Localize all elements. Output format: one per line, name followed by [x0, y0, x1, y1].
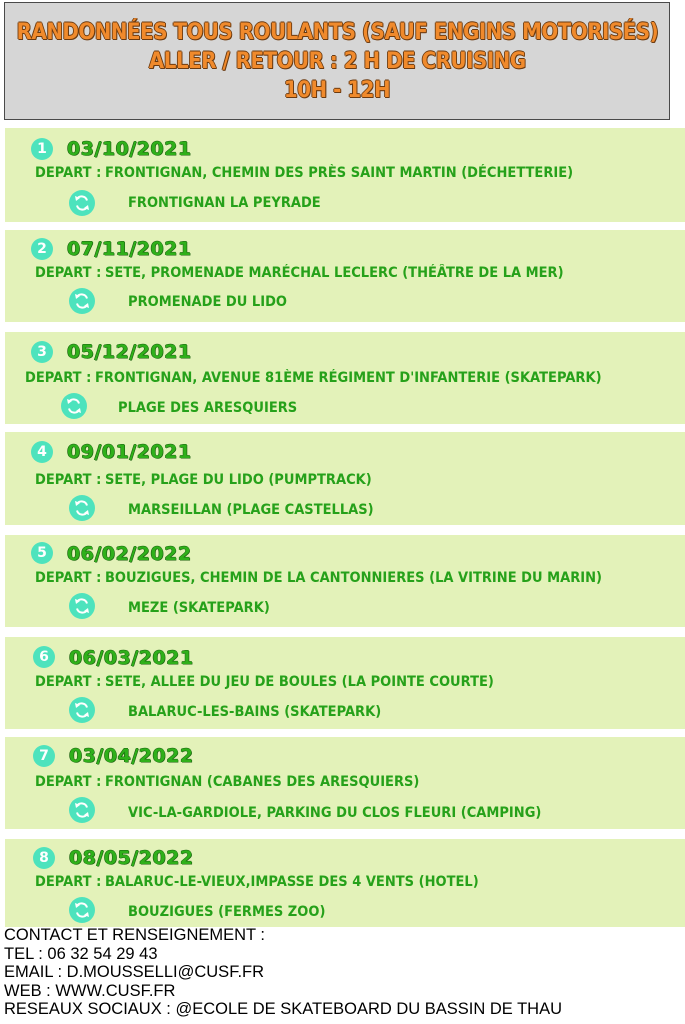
- event-number-badge: 7: [33, 745, 55, 767]
- depart-location: FRONTIGNAN, AVENUE 81ÈME RÉGIMENT D'INFANTERIE (SKATEPARK): [94, 370, 602, 386]
- event-date: 06/02/2022: [67, 543, 192, 565]
- event-date: 03/04/2022: [69, 745, 194, 767]
- depart-label: DEPART :: [35, 265, 102, 281]
- depart-label: DEPART :: [35, 674, 102, 690]
- event-date: 06/03/2021: [69, 647, 194, 669]
- event-destination: PLAGE DES ARESQUIERS: [118, 400, 298, 416]
- loop-arrows-icon: [69, 697, 95, 723]
- depart-location: SETE, ALLEE DU JEU DE BOULES (LA POINTE COURTE): [104, 674, 494, 690]
- event-depart: [35, 570, 602, 586]
- event-depart: [35, 265, 564, 281]
- depart-location: BOUZIGUES, CHEMIN DE LA CANTONNIERES (LA VITRINE DU MARIN): [104, 570, 603, 586]
- loop-arrows-icon: [69, 495, 95, 521]
- title-banner: [4, 2, 670, 120]
- event-number-badge: 8: [33, 847, 55, 869]
- event-depart: [25, 370, 602, 386]
- depart-label: DEPART :: [35, 774, 102, 790]
- contact-title: CONTACT ET RENSEIGNEMENT :: [4, 926, 265, 944]
- depart-label: DEPART :: [35, 570, 102, 586]
- title-line-3: 10H - 12H: [283, 77, 391, 103]
- title-line-2: ALLER / RETOUR : 2 H DE CRUISING: [148, 48, 526, 74]
- depart-label: DEPART :: [35, 874, 102, 890]
- loop-arrows-icon: [69, 190, 95, 216]
- event-date: 05/12/2021: [67, 341, 192, 363]
- loop-arrows-icon: [69, 797, 95, 823]
- event-number-badge: 6: [33, 646, 55, 668]
- event-number-badge: 1: [31, 138, 53, 160]
- event-depart: [35, 774, 419, 790]
- event-number-badge: 2: [31, 238, 53, 260]
- depart-label: DEPART :: [35, 472, 102, 488]
- depart-location: SETE, PLAGE DU LIDO (PUMPTRACK): [104, 472, 372, 488]
- event-card: [5, 637, 685, 729]
- loop-arrows-icon: [69, 897, 95, 923]
- event-destination: MARSEILLAN (PLAGE CASTELLAS): [128, 502, 374, 518]
- contact-email: EMAIL : D.MOUSSELLI@CUSF.FR: [4, 963, 265, 981]
- event-date: 09/01/2021: [67, 441, 192, 463]
- event-date: 07/11/2021: [67, 238, 192, 260]
- event-card: [5, 839, 685, 927]
- event-card: [5, 535, 685, 627]
- event-date: 08/05/2022: [69, 847, 194, 869]
- depart-location: BALARUC-LE-VIEUX,IMPASSE DES 4 VENTS (HOTEL): [104, 874, 479, 890]
- event-card: [5, 230, 685, 322]
- contact-tel: TEL : 06 32 54 29 43: [4, 944, 158, 963]
- depart-location: SETE, PROMENADE MARÉCHAL LECLERC (THÉÂTRE DE LA MER): [104, 265, 564, 281]
- depart-label: DEPART :: [35, 165, 102, 181]
- event-number-badge: 3: [31, 341, 53, 363]
- event-destination: BALARUC-LES-BAINS (SKATEPARK): [128, 704, 382, 720]
- loop-arrows-icon: [61, 393, 87, 419]
- event-date: 03/10/2021: [67, 138, 192, 160]
- event-depart: [35, 165, 573, 181]
- event-card: [5, 128, 685, 222]
- loop-arrows-icon: [69, 288, 95, 314]
- event-destination: BOUZIGUES (FERMES ZOO): [128, 904, 326, 920]
- contact-info: [4, 926, 684, 1019]
- loop-arrows-icon: [69, 593, 95, 619]
- event-card: [5, 332, 685, 424]
- event-destination: PROMENADE DU LIDO: [128, 294, 287, 310]
- contact-social: RESEAUX SOCIAUX : @ECOLE DE SKATEBOARD DU BASSIN DE THAU: [4, 1000, 563, 1018]
- depart-location: FRONTIGNAN (CABANES DES ARESQUIERS): [104, 774, 420, 790]
- event-depart: [35, 874, 479, 890]
- event-number-badge: 5: [31, 542, 53, 564]
- event-card: [5, 737, 685, 829]
- event-destination: VIC-LA-GARDIOLE, PARKING DU CLOS FLEURI (CAMPING): [128, 805, 542, 821]
- depart-location: FRONTIGNAN, CHEMIN DES PRÈS SAINT MARTIN (DÉCHETTERIE): [104, 165, 574, 181]
- event-depart: [35, 472, 372, 488]
- depart-label: DEPART :: [25, 370, 92, 386]
- event-card: [5, 432, 685, 525]
- contact-web: WEB : WWW.CUSF.FR: [4, 981, 176, 1000]
- event-destination: MEZE (SKATEPARK): [128, 600, 270, 616]
- event-destination: FRONTIGNAN LA PEYRADE: [128, 195, 321, 211]
- title-line-1: RANDONNÉES TOUS ROULANTS (SAUF ENGINS MOTORISÉS): [16, 19, 658, 45]
- event-number-badge: 4: [31, 441, 53, 463]
- event-depart: [35, 674, 494, 690]
